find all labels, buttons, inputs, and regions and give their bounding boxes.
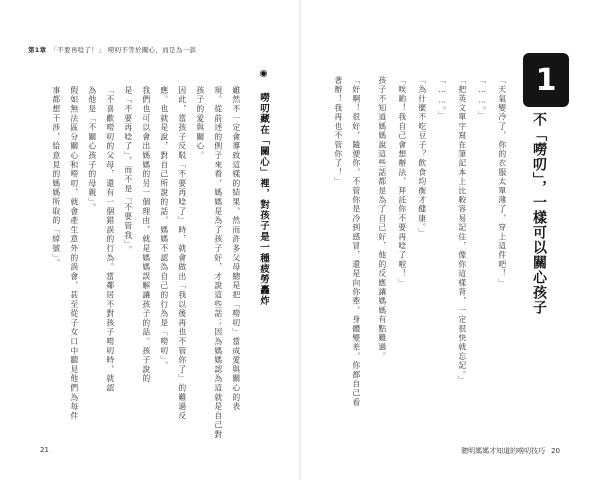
paragraph-line: 假如無法區分關心和嘮叨，就會產生意外的誤會，甚至從子女口中聽見他們為每件 [69, 86, 79, 421]
chapter-number-badge [523, 53, 569, 107]
section-heading: ◉ 嘮叨藏在「關心」裡，對孩子是一種疲勞轟炸 [258, 68, 269, 307]
running-header [28, 45, 196, 54]
running-header-quote: 「不要再唸了！」 [50, 46, 105, 54]
dialogue-line: 「天氣變冷了，你的衣服太單薄了，穿上這件吧！」 [497, 76, 507, 288]
paragraph-line: 應。也就是說，對自己所說的話，媽媽不認為自己的行為是「嘮叨」。 [159, 86, 169, 371]
page-number-left: 21 [40, 446, 49, 454]
dialogue-line: 「把英文單字寫在筆記本上比較容易記住，像你這樣背，一定很快就忘記。」 [457, 76, 467, 385]
dialogue-line: 「唉喲！我自己會想辦法，拜託你不要再唸了啦！」 [397, 76, 407, 288]
paragraph-line: 「不喜歡嘮叨的父母，還有一個錯誤的行為。當鄰居不對孩子嘮叨時，就認 [105, 86, 115, 393]
dialogue-line: 「……。」 [477, 76, 487, 121]
paragraph-line: 為他是「不關心孩子的母親」。 [87, 86, 97, 213]
page-number-right: 20 [551, 447, 560, 455]
paragraph-line: 因此，當孩子反駁「不要再唸了」時，就會做出「我以後再也不管你了」的難過反 [177, 86, 187, 421]
chapter-title: 不「嘮叨」，一樣可以關心孩子 [531, 112, 547, 315]
paragraph-line: 是「不要再唸了」，而不是「不要管我」。 [123, 86, 133, 255]
footer-book-title: 聰明媽媽才知道的嘮叨技巧 [461, 447, 546, 455]
paragraph-line: 孩子的愛與關心。 [195, 86, 205, 161]
right-page-footer [461, 446, 560, 456]
narration-line: 孩子不知道媽媽說這些話都是為了自己好，他的反應讓媽媽有點難過。 [377, 76, 387, 362]
dialogue-line: 「……。」 [437, 76, 447, 121]
dialogue-line: 著辦！我再也不管你了！」 [333, 76, 343, 187]
book-spine [299, 0, 301, 480]
running-header-subtitle: 嘮叨不等於關心，而是為一談 [107, 46, 197, 54]
paragraph-line: 我們也可以會出媽媽的另一個理由，就是媽媽誤解讓孩子的話。孩子說的 [141, 86, 151, 384]
dialogue-line: 「為什麼不吃豆子？飲食均衡才健康。」 [417, 76, 427, 238]
chapter-number: 1 [535, 62, 557, 98]
dialogue-line: 「好啊！很好，隨便你，不管你是冷到感冒，還是向你牽，身體變差，你都自己看 [351, 76, 361, 408]
paragraph-line: 雖然不一定會導致這樣的結果，然而許多父母總是把「嘮叨」當成愛與關心的表 [231, 86, 241, 412]
paragraph-line: 現。從前述的例子來看，媽媽是為了孩子好，才說這些話；因為媽媽認為這就是自己對 [213, 86, 223, 440]
paragraph-line: 事都想干涉，給意見的媽媽所取的「綽號」。 [51, 86, 61, 269]
running-header-chapter: 第1章 [28, 46, 47, 54]
